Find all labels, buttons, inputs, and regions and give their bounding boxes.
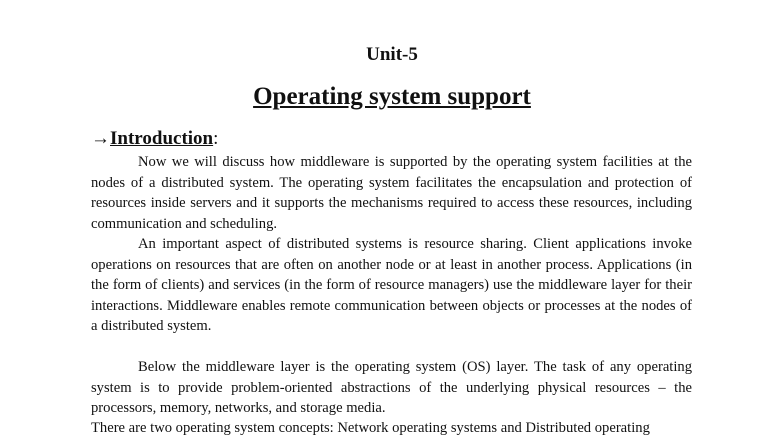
section-heading <box>91 127 218 151</box>
section-heading-text: Introduction <box>110 128 214 149</box>
page-title: Operating system support <box>253 83 531 110</box>
paragraph-3: Below the middleware layer is the operating system (OS) layer. The task of any operating system is to provide problem-oriented abstractions of the underlying physical resources – the processors, memory, networks, and storage media. <box>91 359 692 416</box>
paragraph-2: An important aspect of distributed systems is resource sharing. Client applications invoke operations on resources that are often on another node or at least in another process. Applications (in the form of clients) and services (in the form of resource managers) use the middleware layer for their interactions. Middleware enables remote communication between objects or processes at the nodes of a distributed system. <box>91 236 692 334</box>
paragraph-1: Now we will discuss how middleware is supported by the operating system facilities at the nodes of a distributed system. The operating system facilitates the encapsulation and protection of resources inside servers and it supports the mechanisms required to access these resources, including communication and scheduling. <box>91 154 692 232</box>
arrow-right-icon: → <box>91 128 110 149</box>
paragraph-4: There are two operating system concepts: Network operating systems and Distributed operating <box>91 420 650 436</box>
section-heading-colon: : <box>213 128 219 149</box>
unit-label: Unit-5 <box>366 44 418 65</box>
